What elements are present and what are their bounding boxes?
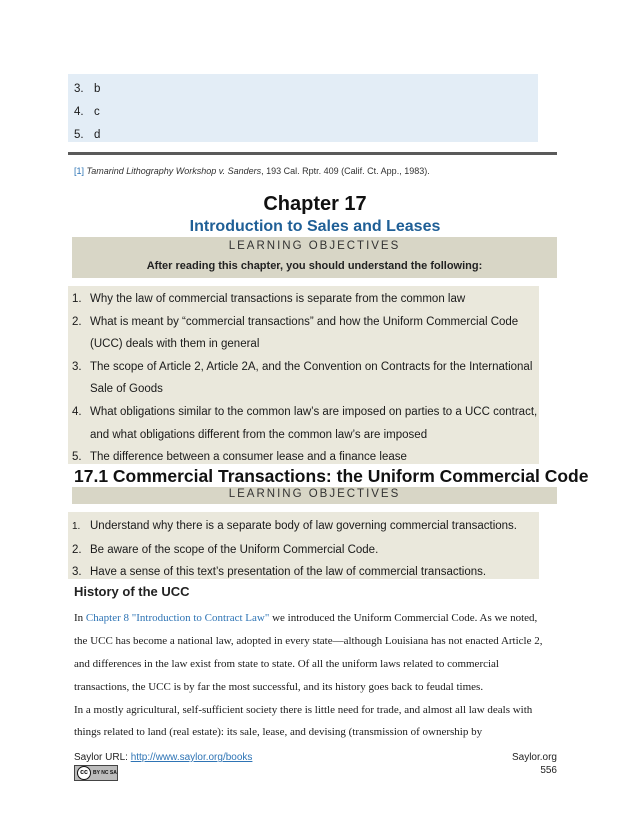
body-line: In a mostly agricultural, self-sufficient society there is little need for trade, and almost all law deals with bbox=[74, 704, 533, 716]
footer-url: Saylor URL: http://www.saylor.org/books bbox=[74, 752, 253, 763]
objective-item: 2. Be aware of the scope of the Uniform Commercial Code. bbox=[72, 543, 379, 556]
answer-list-box bbox=[68, 74, 538, 142]
saylor-books-link[interactable]: http://www.saylor.org/books bbox=[130, 752, 253, 763]
learning-objectives-title: LEARNING OBJECTIVES bbox=[228, 240, 401, 252]
body-line: and differences in the law exist from state to state. Of all the uniform laws related to commercial bbox=[74, 658, 499, 670]
learning-objectives-list bbox=[72, 288, 542, 469]
list-item: 3. b bbox=[74, 83, 101, 95]
learning-objectives-title-2: LEARNING OBJECTIVES bbox=[228, 488, 401, 500]
learning-objectives-header bbox=[72, 237, 557, 278]
history-heading: History of the UCC bbox=[74, 584, 190, 599]
footnote-ref-link[interactable]: [1] bbox=[74, 166, 85, 176]
footnote bbox=[74, 166, 430, 176]
footnote-case: Tamarind Lithography Workshop v. Sanders bbox=[86, 166, 262, 176]
objective-item: 3. The scope of Article 2, Article 2A, and the Convention on Contracts for the International bbox=[72, 360, 533, 373]
objective-item: 2. What is meant by “commercial transactions” and how the Uniform Commercial Code bbox=[72, 315, 519, 328]
objective-item-cont: and what obligations different from the common law’s are imposed bbox=[90, 428, 428, 441]
objective-item-cont: (UCC) deals with them in general bbox=[90, 338, 260, 351]
cc-icon: cc bbox=[77, 766, 91, 780]
cc-license-badge bbox=[74, 765, 118, 781]
objective-item: 5. The difference between a consumer lease and a finance lease bbox=[72, 451, 407, 464]
objective-item-cont: Sale of Goods bbox=[90, 383, 163, 396]
section-title: 17.1 Commercial Transactions: the Uniform Commercial Code bbox=[74, 466, 589, 486]
body-line: In Chapter 8 "Introduction to Contract Law" we introduced the Uniform Commercial Code. As we noted, bbox=[74, 612, 538, 624]
objective-item: 3. Have a sense of this text’s presentation of the law of commercial transactions. bbox=[72, 566, 487, 579]
learning-objectives-intro: After reading this chapter, you should understand the following: bbox=[146, 260, 483, 272]
objective-item: 1. Understand why there is a separate body of law governing commercial transactions. bbox=[72, 520, 517, 532]
body-line: things related to land (real estate): its sale, lease, and devising (transmission of ownership by bbox=[74, 726, 483, 738]
chapter-number: Chapter 17 bbox=[263, 193, 367, 215]
body-line: transactions, the UCC is by far the most successful, and its history goes back to feudal times. bbox=[74, 681, 484, 693]
list-item: 5. d bbox=[74, 129, 101, 141]
objective-item: 4. What obligations similar to the common law’s are imposed on parties to a UCC contract, bbox=[72, 405, 538, 418]
page-number: 556 bbox=[540, 765, 557, 776]
learning-objectives-list-2 bbox=[72, 515, 542, 584]
chapter-8-link[interactable]: Chapter 8 "Introduction to Contract Law" bbox=[85, 612, 270, 624]
divider bbox=[68, 152, 557, 155]
list-item: 4. c bbox=[74, 106, 100, 118]
learning-objectives-header-2 bbox=[72, 487, 557, 504]
objective-item: 1. Why the law of commercial transactions is separate from the common law bbox=[72, 293, 466, 305]
footer-site: Saylor.org bbox=[511, 752, 557, 763]
body-line: the UCC has become a national law, adopted in every state—although Louisiana has not enacted Article 2, bbox=[74, 635, 543, 647]
chapter-title: Introduction to Sales and Leases bbox=[189, 218, 441, 235]
cc-terms: BY NC SA bbox=[93, 770, 117, 776]
answer-list bbox=[74, 78, 100, 147]
footnote-cite: , 193 Cal. Rptr. 409 (Calif. Ct. App., 1983). bbox=[261, 166, 430, 176]
